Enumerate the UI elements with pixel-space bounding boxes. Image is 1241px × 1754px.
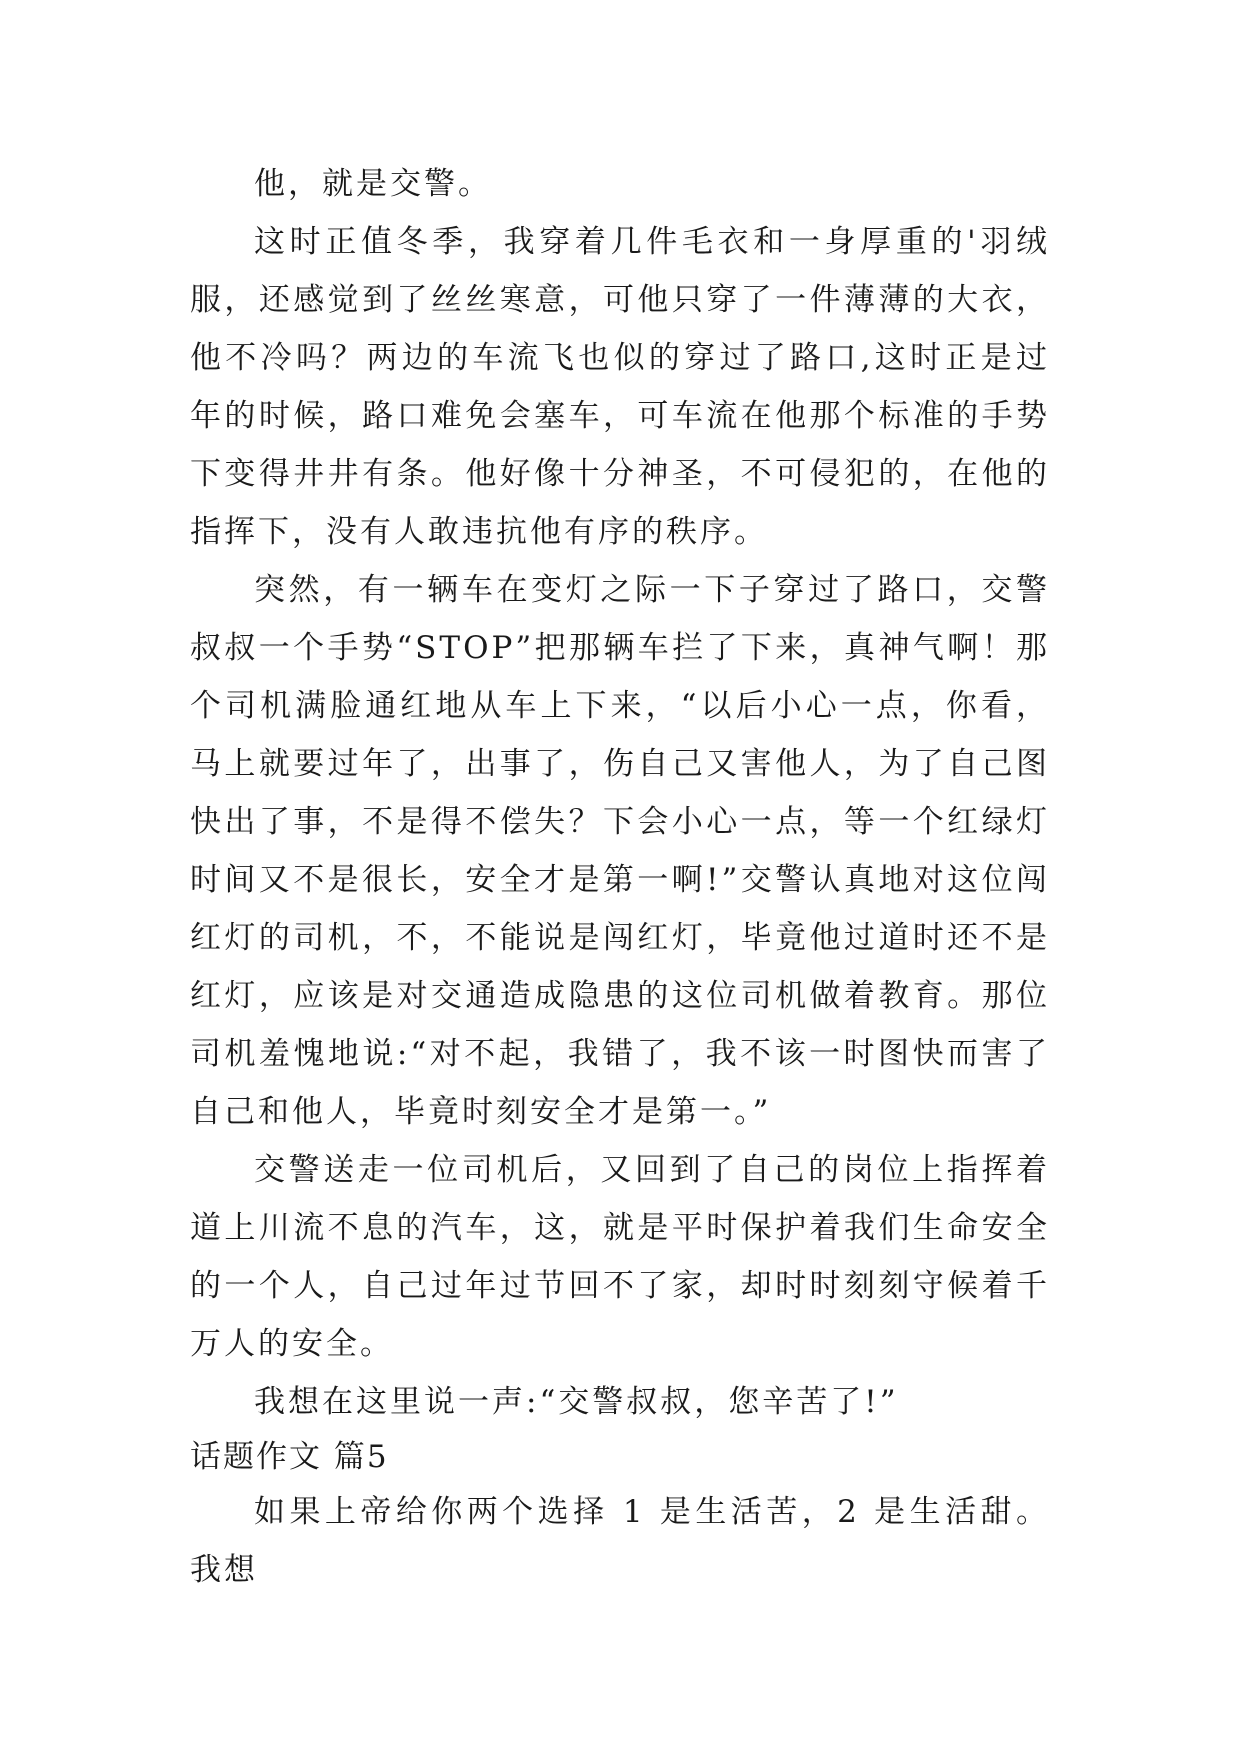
paragraph-2: 这时正值冬季，我穿着几件毛衣和一身厚重的'羽绒服，还感觉到了丝丝寒意，可他只穿了一件薄薄的大衣，他不冷吗？两边的车流飞也似的穿过了路口,这时正是过年的时候，路口难免会塞车，可车流在他那个标准的手势下变得井井有条。他好像十分神圣，不可侵犯的，在他的指挥下，没有人敢违抗他有序的秩序。 <box>190 224 1050 550</box>
section-heading: 话题作文 篇5 <box>190 1439 389 1475</box>
document-body <box>190 155 1050 1599</box>
paragraph-1: 他，就是交警。 <box>254 166 492 202</box>
paragraph-3: 突然，有一辆车在变灯之际一下子穿过了路口，交警叔叔一个手势“STOP”把那辆车拦了下来，真神气啊！那个司机满脸通红地从车上下来，“以后小心一点，你看，马上就要过年了，出事了，伤自己又害他人，为了自己图快出了事，不是得不偿失？下会小心一点，等一个红绿灯时间又不是很长，安全才是第一啊!”交警认真地对这位闯红灯的司机，不，不能说是闯红灯，毕竟他过道时还不是红灯，应该是对交通造成隐患的这位司机做着教育。那位司机羞愧地说:“对不起，我错了，我不该一时图快而害了自己和他人，毕竟时刻安全才是第一。” <box>190 572 1050 1130</box>
paragraph-6: 如果上帝给你两个选择 1 是生活苦，2 是生活甜。我想 <box>190 1494 1050 1588</box>
paragraph-5: 我想在这里说一声:“交警叔叔，您辛苦了!” <box>254 1384 899 1420</box>
paragraph-4: 交警送走一位司机后，又回到了自己的岗位上指挥着道上川流不息的汽车，这，就是平时保护着我们生命安全的一个人，自己过年过节回不了家，却时时刻刻守候着千万人的安全。 <box>190 1152 1050 1362</box>
